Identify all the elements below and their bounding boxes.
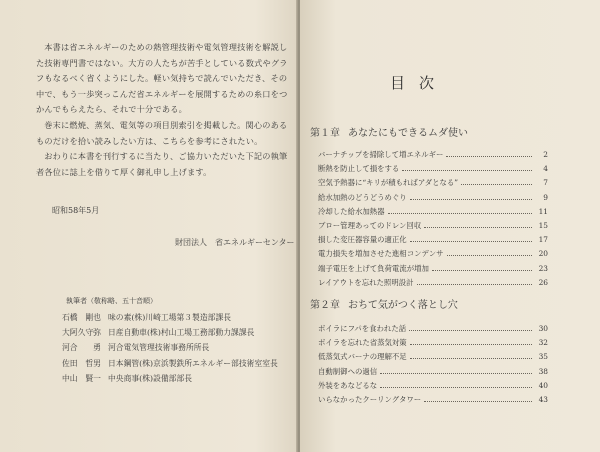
toc-entry bbox=[318, 393, 548, 407]
writer-name: 大阿久守弥 bbox=[62, 328, 101, 338]
toc-entry-page: 2 bbox=[543, 150, 548, 159]
writer-row bbox=[62, 356, 294, 371]
toc-leader bbox=[410, 241, 532, 242]
toc-entry bbox=[318, 322, 548, 336]
chapter-entries bbox=[318, 148, 548, 290]
writer-affiliation: 味の素(株)川崎工場第３製造部課長 bbox=[108, 313, 232, 322]
toc-entry-page: 20 bbox=[538, 249, 548, 259]
publisher-organization: 財団法人 省エネルギーセンター bbox=[175, 238, 295, 247]
toc-entry-title: 電力損失を増加させた進相コンデンサ bbox=[318, 249, 444, 259]
chapter-number: 第１章 bbox=[310, 128, 340, 139]
chapter-title: おちて気がつく落とし穴 bbox=[348, 300, 458, 311]
toc-leader bbox=[446, 156, 532, 157]
toc-leader bbox=[380, 373, 532, 374]
toc-entry-page: 23 bbox=[538, 263, 548, 273]
toc-entry-title: 損した変圧器容量の適正化 bbox=[318, 235, 407, 245]
chapter-title: あなたにもできるムダ使い bbox=[348, 128, 468, 139]
writers-heading: 執筆者（敬称略、五十音順） bbox=[66, 297, 157, 305]
toc-entry bbox=[318, 247, 548, 261]
toc-entry-title: ボイラを忘れた省蒸気対策 bbox=[318, 338, 407, 348]
toc-entry-page: 4 bbox=[543, 164, 548, 174]
toc-entry-page: 38 bbox=[538, 366, 548, 376]
preface-paragraph: おわりに本書を刊行するに当たり、ご協力いただいた下記の執筆者各位に誌上を借りて厚く御礼申し上げます。 bbox=[36, 151, 288, 177]
writer-row bbox=[62, 340, 294, 355]
toc-leader bbox=[432, 270, 532, 271]
toc-entry-page: 17 bbox=[538, 235, 548, 245]
writer-name: 河合 勇 bbox=[62, 343, 101, 353]
writer-affiliation: 日本鋼管(株)京浜製鉄所エネルギー部技術室室長 bbox=[108, 358, 278, 368]
chapter-entries bbox=[318, 322, 548, 407]
writer-row bbox=[62, 325, 294, 340]
toc-entry-page: 43 bbox=[538, 394, 548, 404]
writers-list bbox=[62, 310, 294, 386]
toc-entry bbox=[318, 148, 548, 162]
toc-entry bbox=[318, 162, 548, 176]
toc-entry bbox=[318, 336, 548, 350]
toc-entry-title: ブロー管理あってのドレン回収 bbox=[318, 220, 422, 230]
toc-entry bbox=[318, 276, 548, 290]
toc-leader bbox=[461, 184, 532, 185]
toc-entry-title: ボイラにフパを食われた話 bbox=[318, 324, 407, 333]
toc-entry-title: バーナチップを掃除して増エネルギー bbox=[318, 150, 444, 159]
toc-entry-page: 9 bbox=[543, 192, 548, 202]
writer-name: 中山 賢一 bbox=[62, 373, 101, 383]
toc-entry-title: 端子電圧を上げて負荷電流が増加 bbox=[318, 263, 429, 273]
toc-entry-page: 7 bbox=[543, 178, 548, 188]
toc-entry bbox=[318, 176, 548, 190]
toc-entry-title: 給水加熱のどうどうめぐり bbox=[318, 192, 407, 202]
toc-entry bbox=[318, 379, 548, 393]
toc-entry bbox=[318, 233, 548, 247]
writer-row bbox=[62, 371, 294, 386]
chapter-heading bbox=[310, 124, 468, 139]
preface-text bbox=[36, 40, 288, 180]
writer-row bbox=[62, 310, 294, 325]
toc-entry-page: 30 bbox=[538, 324, 548, 333]
toc-entry bbox=[318, 191, 548, 205]
toc-leader bbox=[388, 213, 532, 214]
toc-entry-page: 32 bbox=[538, 338, 548, 348]
toc-leader bbox=[410, 358, 532, 359]
toc-entry-title: 冷却した給水加熱器 bbox=[318, 206, 385, 216]
toc-leader bbox=[410, 344, 532, 345]
chapter-heading bbox=[310, 296, 458, 311]
writer-name: 石橋 剛也 bbox=[62, 313, 101, 322]
toc-entry bbox=[318, 350, 548, 364]
toc-leader bbox=[410, 199, 532, 200]
toc-entry bbox=[318, 219, 548, 233]
toc-leader bbox=[402, 170, 532, 171]
toc-entry bbox=[318, 205, 548, 219]
toc-entry-title: いらなかったクーリングタワー bbox=[318, 394, 422, 404]
toc-entry-title: 空気予熱器に“キリが積もればアダとなる” bbox=[318, 178, 459, 188]
toc-entry-title: 断熱を防止して損をする bbox=[318, 164, 400, 174]
toc-title: 目次 bbox=[390, 74, 449, 92]
toc-leader bbox=[417, 284, 533, 285]
toc-entry-page: 15 bbox=[538, 220, 548, 230]
toc-entry-title: 低蒸気式バーナの理解不足 bbox=[318, 352, 407, 362]
preface-paragraph: 本書は省エネルギーのための熱管理技術や電気管理技術を解説した技術専門書ではない。大方の人たちが苦手としている数式やグラフもなるべく省くようにした。軽い気持ちで読んでいただき、その中で、もう一歩突っこんだ省エネルギーを展開するための糸口をつかんでもらえたら、それで十分である。 bbox=[36, 42, 288, 115]
toc-entry-page: 35 bbox=[538, 352, 548, 362]
toc-leader bbox=[424, 227, 532, 228]
toc-leader bbox=[409, 330, 532, 331]
toc-entry-title: 外装をあなどるな bbox=[318, 380, 378, 390]
toc-entry bbox=[318, 365, 548, 379]
chapter-number: 第２章 bbox=[310, 300, 340, 311]
toc-entry-page: 26 bbox=[538, 277, 548, 287]
toc-entry bbox=[318, 262, 548, 276]
preface-paragraph: 巻末に燃焼、蒸気、電気等の項目別索引を掲載した。関心のあるものだけを拾い読みしたい方は、こちらを参考にされたい。 bbox=[36, 119, 288, 146]
writer-affiliation: 日産自動車(株)村山工場工務部動力課課長 bbox=[108, 328, 255, 338]
writer-affiliation: 中央商事(株)設備部部長 bbox=[108, 373, 193, 383]
writer-affiliation: 河合電気管理技術事務所所長 bbox=[108, 343, 210, 353]
toc-entry-page: 11 bbox=[538, 206, 548, 216]
writer-name: 佐田 哲男 bbox=[62, 358, 101, 368]
toc-entry-title: レイアウトを忘れた照明設計 bbox=[318, 277, 414, 287]
toc-entry-title: 自動制御への過信 bbox=[318, 366, 378, 376]
toc-entry-page: 40 bbox=[538, 380, 548, 390]
preface-date: 昭和58年5月 bbox=[52, 206, 100, 215]
toc-leader bbox=[424, 401, 532, 402]
toc-leader bbox=[380, 387, 532, 388]
toc-leader bbox=[447, 255, 533, 256]
